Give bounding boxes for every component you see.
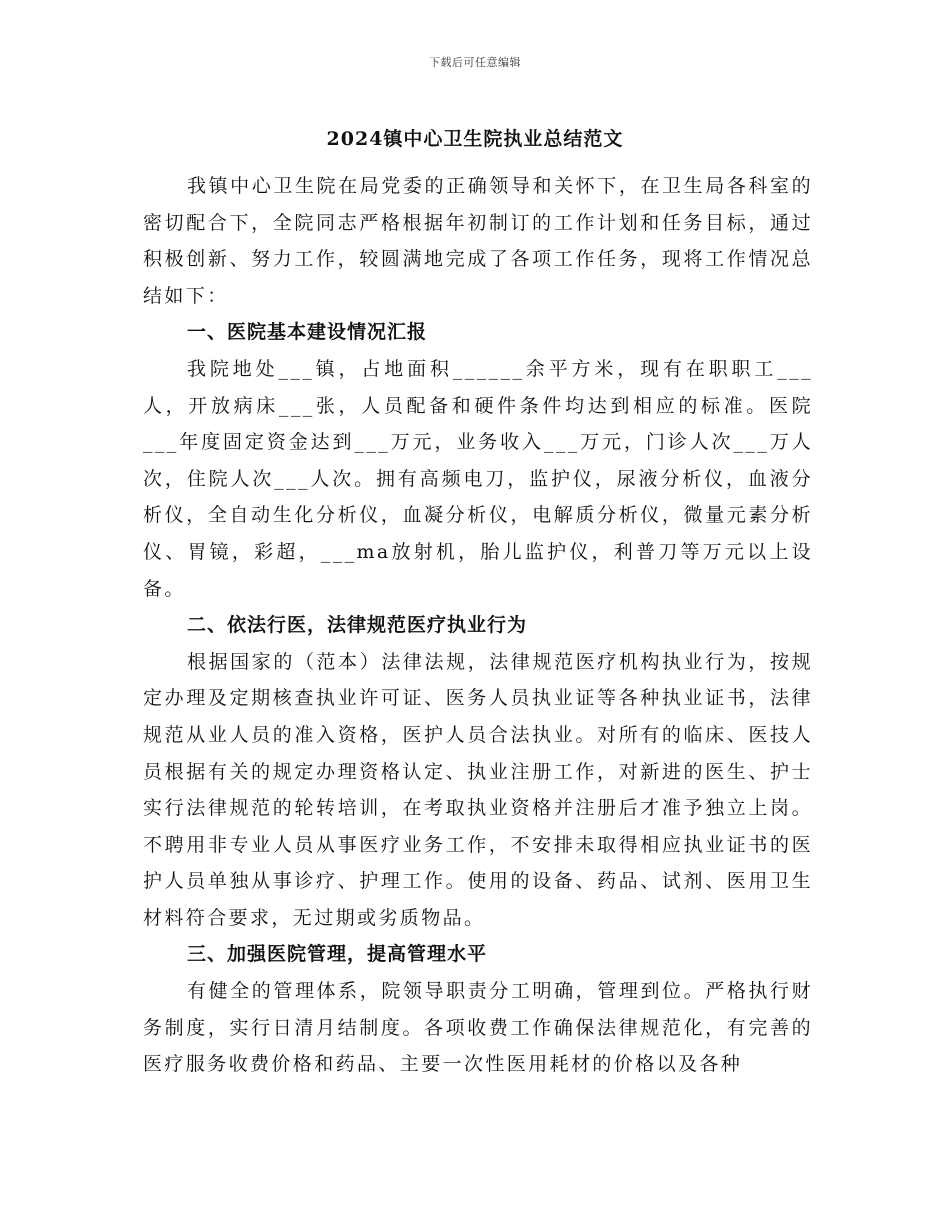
section-heading-3: 三、加强医院管理，提高管理水平 xyxy=(187,943,488,966)
section-heading-1: 一、医院基本建设情况汇报 xyxy=(187,321,428,344)
document-body xyxy=(143,168,813,1083)
section-paragraph-2: 根据国家的（范本）法律法规，法律规范医疗机构执业行为，按规定办理及定期核查执业许可证、医务人员执业证等各种执业证书，法律规范从业人员的准入资格，医护人员合法执业。对所有的临床、医技人员根据有关的规定办理资格认定、执业注册工作，对新进的医生、护士实行法律规范的轮转培训，在考取执业资格并注册后才准予独立上岗。不聘用非专业人员从事医疗业务工作，不安排未取得相应执业证书的医护人员单独从事诊疗、护理工作。使用的设备、药品、试剂、医用卫生材料符合要求，无过期或劣质物品。 xyxy=(143,650,813,929)
section-heading-2: 二、依法行医，法律规范医疗执业行为 xyxy=(187,614,528,637)
document-title: 2024镇中心卫生院执业总结范文 xyxy=(326,128,624,150)
intro-paragraph: 我镇中心卫生院在局党委的正确领导和关怀下，在卫生局各科室的密切配合下，全院同志严格根据年初制订的工作计划和任务目标，通过积极创新、努力工作，较圆满地完成了各项工作任务，现将工作情况总结如下： xyxy=(143,175,813,307)
section-paragraph-3: 有健全的管理体系，院领导职责分工明确，管理到位。严格执行财务制度，实行日清月结制度。各项收费工作确保法律规范化，有完善的医疗服务收费价格和药品、主要一次性医用耗材的价格以及各种 xyxy=(143,980,813,1076)
header-note: 下载后可任意编辑 xyxy=(429,56,521,69)
section-paragraph-1: 我院地处___镇，占地面积______余平方米，现有在职职工___人，开放病床___张，人员配备和硬件条件均达到相应的标准。医院___年度固定资金达到___万元，业务收入___万元，门诊人次___万人次，住院人次___人次。拥有高频电刀，监护仪，尿液分析仪，血液分析仪，全自动生化分析仪，血凝分析仪，电解质分析仪，微量元素分析仪、胃镜，彩超，___ma放射机，胎儿监护仪，利普刀等万元以上设备。 xyxy=(143,357,813,600)
